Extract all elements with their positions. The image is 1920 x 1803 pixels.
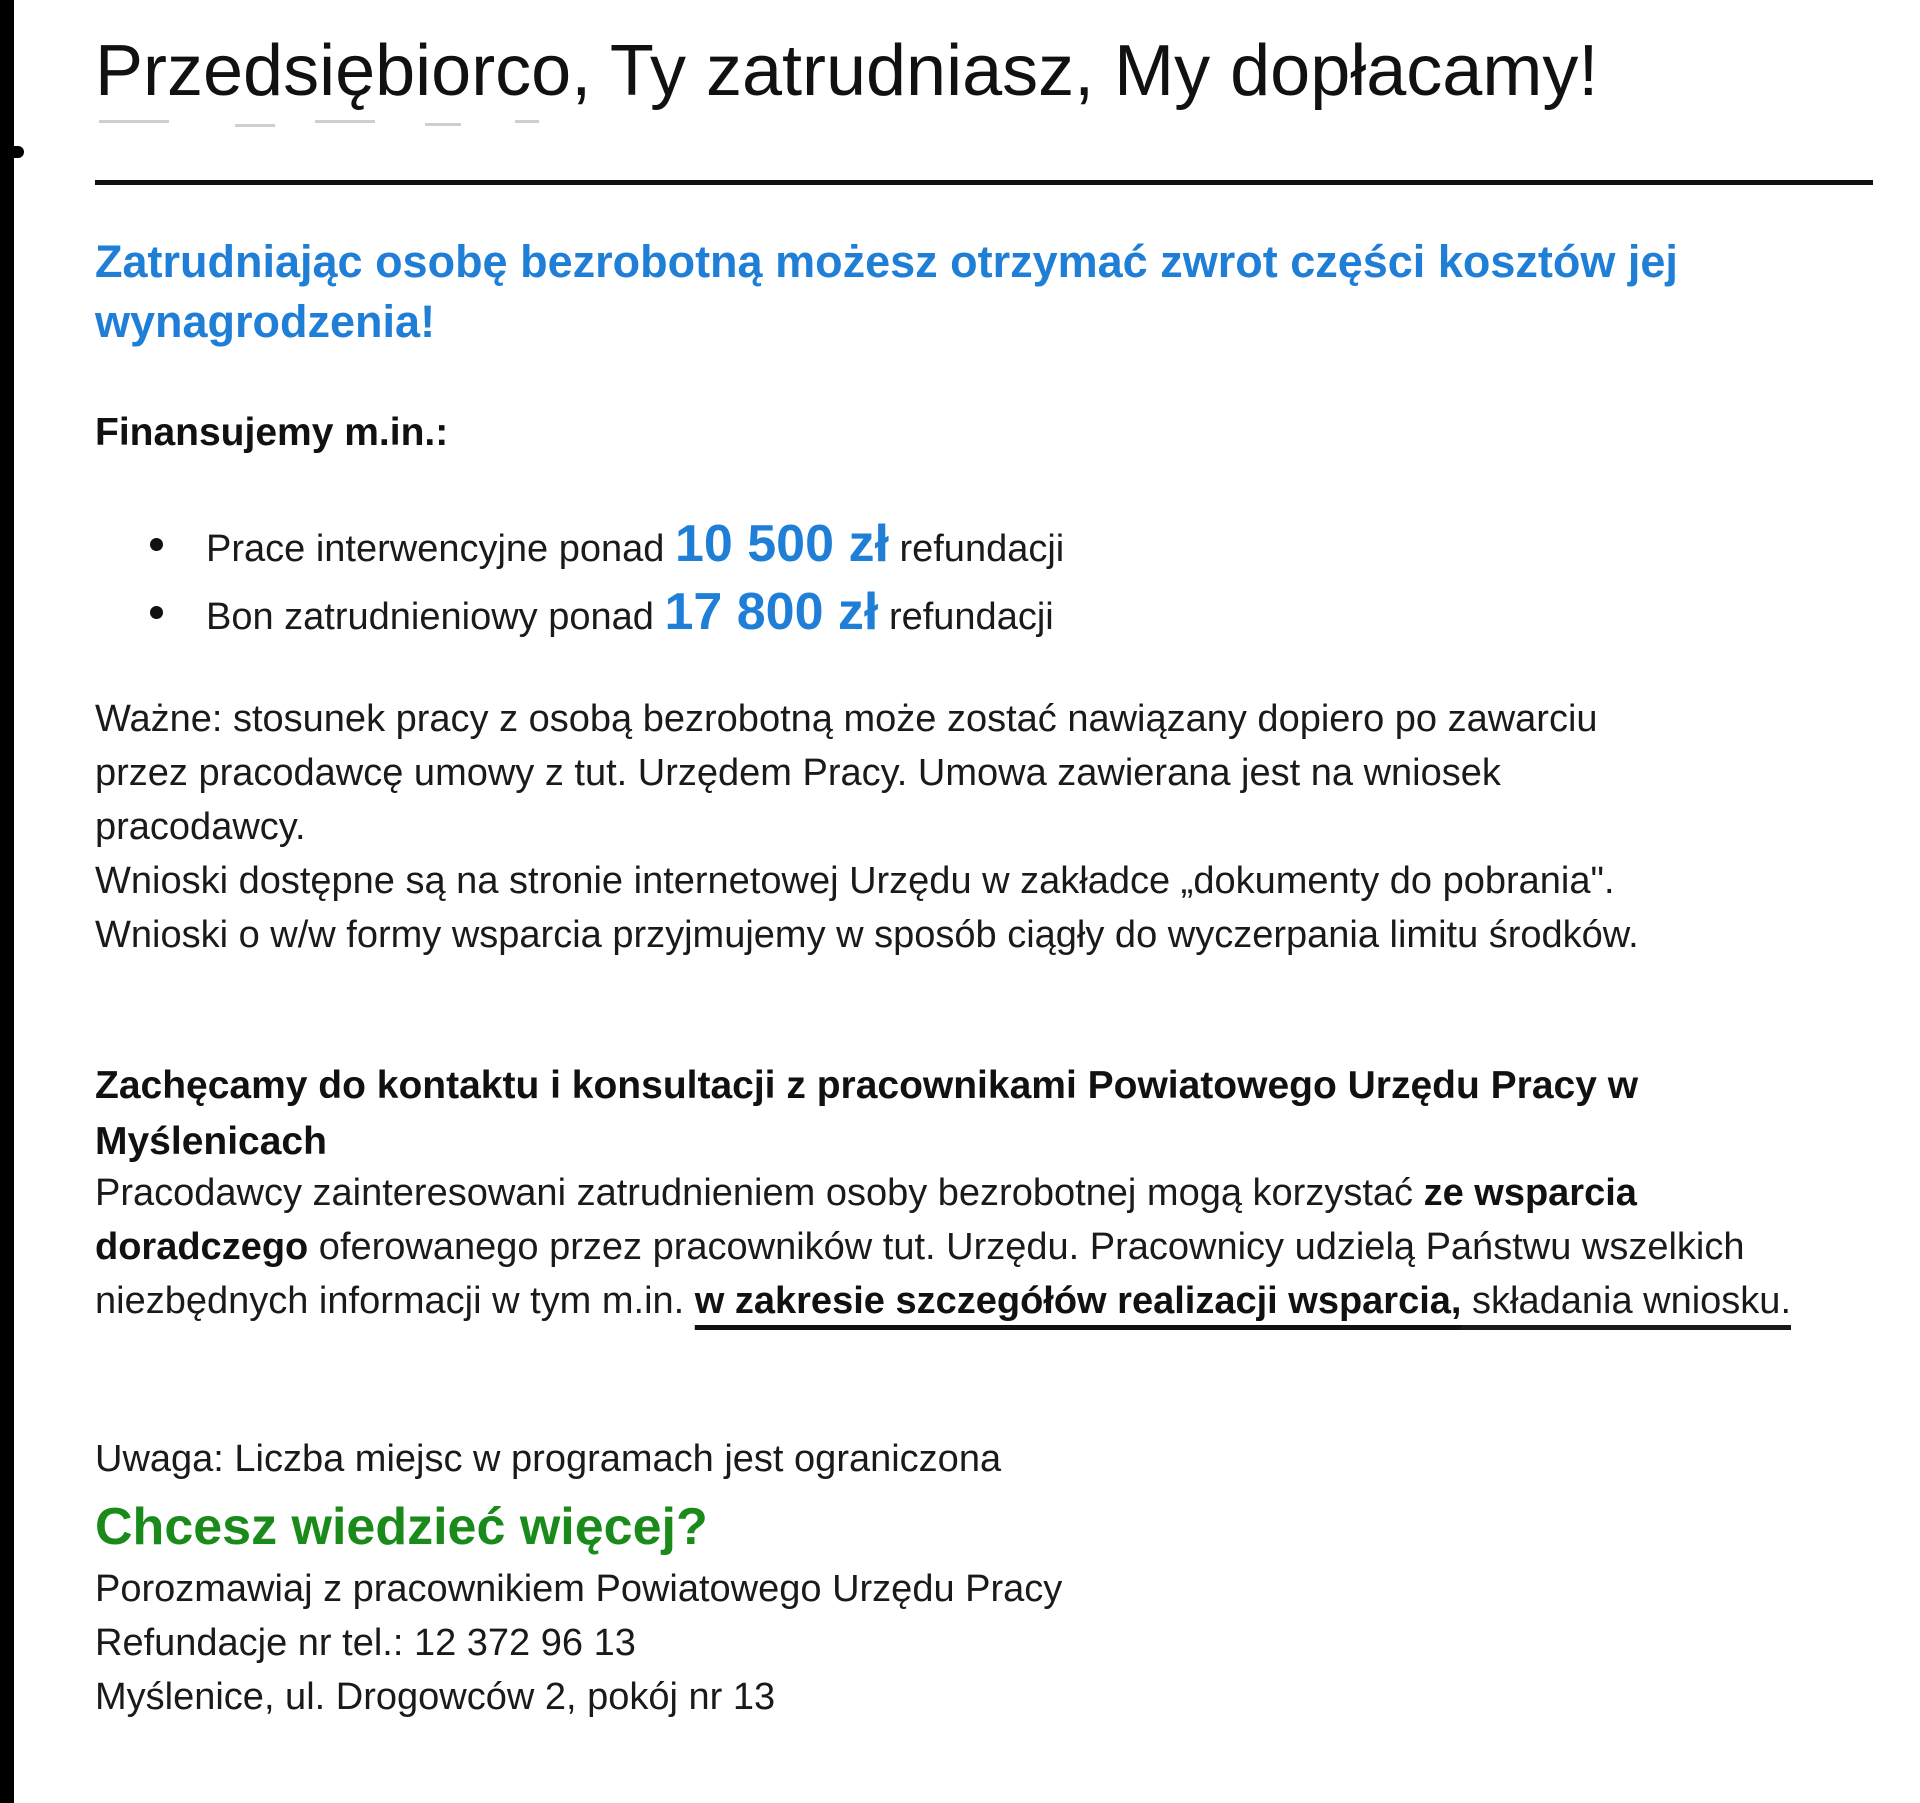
faint-marks [95, 120, 555, 150]
important-line: przez pracodawcę umowy z tut. Urzędem Pracy. Umowa zawierana jest na wniosek [95, 752, 1501, 794]
advice-paragraph [95, 1166, 1855, 1328]
contact-heading: Zachęcamy do kontaktu i konsultacji z pracownikami Powiatowego Urzędu Pracy w Myślenicach [95, 1064, 1639, 1163]
contact-address: Myślenice, ul. Drogowców 2, pokój nr 13 [95, 1676, 776, 1718]
important-paragraph [95, 692, 1895, 962]
important-line: Wnioski dostępne są na stronie internetowej Urzędu w zakładce „dokumenty do pobrania". [95, 860, 1615, 902]
list-item [150, 578, 1064, 646]
page-title: Przedsiębiorco, Ty zatrudniasz, My dopłacamy! [95, 31, 1599, 111]
cta-heading: Chcesz wiedzieć więcej? [95, 1498, 708, 1556]
contact-line: Porozmawiaj z pracownikiem Powiatowego Urzędu Pracy [95, 1568, 1063, 1610]
lead-headline: Zatrudniając osobę bezrobotną możesz otrzymać zwrot części kosztów jej wynagrodzenia! [95, 236, 1678, 347]
advice-bold: ze wsparcia doradczego [95, 1172, 1637, 1268]
limit-note: Uwaga: Liczba miejsc w programach jest ograniczona [95, 1438, 1002, 1480]
important-line: pracodawcy. [95, 806, 306, 848]
contact-phone: Refundacje nr tel.: 12 372 96 13 [95, 1622, 636, 1664]
financing-heading: Finansujemy m.in.: [95, 411, 449, 454]
title-divider [95, 180, 1873, 185]
bullet-prefix: Prace interwencyjne ponad [206, 528, 675, 570]
financing-list [150, 510, 1064, 646]
bullet-suffix: refundacji [878, 596, 1054, 638]
left-border [0, 0, 14, 1803]
list-item [150, 510, 1064, 578]
bullet-icon [150, 538, 163, 551]
advice-text: Pracodawcy zainteresowani zatrudnieniem osoby bezrobotnej mogą korzystać [95, 1172, 1424, 1214]
contact-block [95, 1562, 1895, 1724]
advice-underlined: w zakresie szczegółów realizacji wsparcia, [694, 1280, 1462, 1322]
bullet-prefix: Bon zatrudnieniowy ponad [206, 596, 665, 638]
bullet-suffix: refundacji [888, 528, 1065, 570]
advice-text: oferowanego przez pracowników tut. Urzędu. Pracownicy udzielą Państwu wszelkich niezbędnych informacji w tym m.in. [95, 1226, 1745, 1322]
advice-underlined-plain: składania wniosku. [1461, 1280, 1791, 1322]
left-border-notch [6, 146, 24, 158]
refund-amount: 17 800 zł [664, 583, 879, 641]
refund-amount: 10 500 zł [674, 515, 889, 573]
important-line: Ważne: stosunek pracy z osobą bezrobotną może zostać nawiązany dopiero po zawarciu [95, 698, 1598, 740]
important-line: Wnioski o w/w formy wsparcia przyjmujemy w sposób ciągły do wyczerpania limitu środków. [95, 914, 1639, 956]
bullet-icon [150, 606, 163, 619]
